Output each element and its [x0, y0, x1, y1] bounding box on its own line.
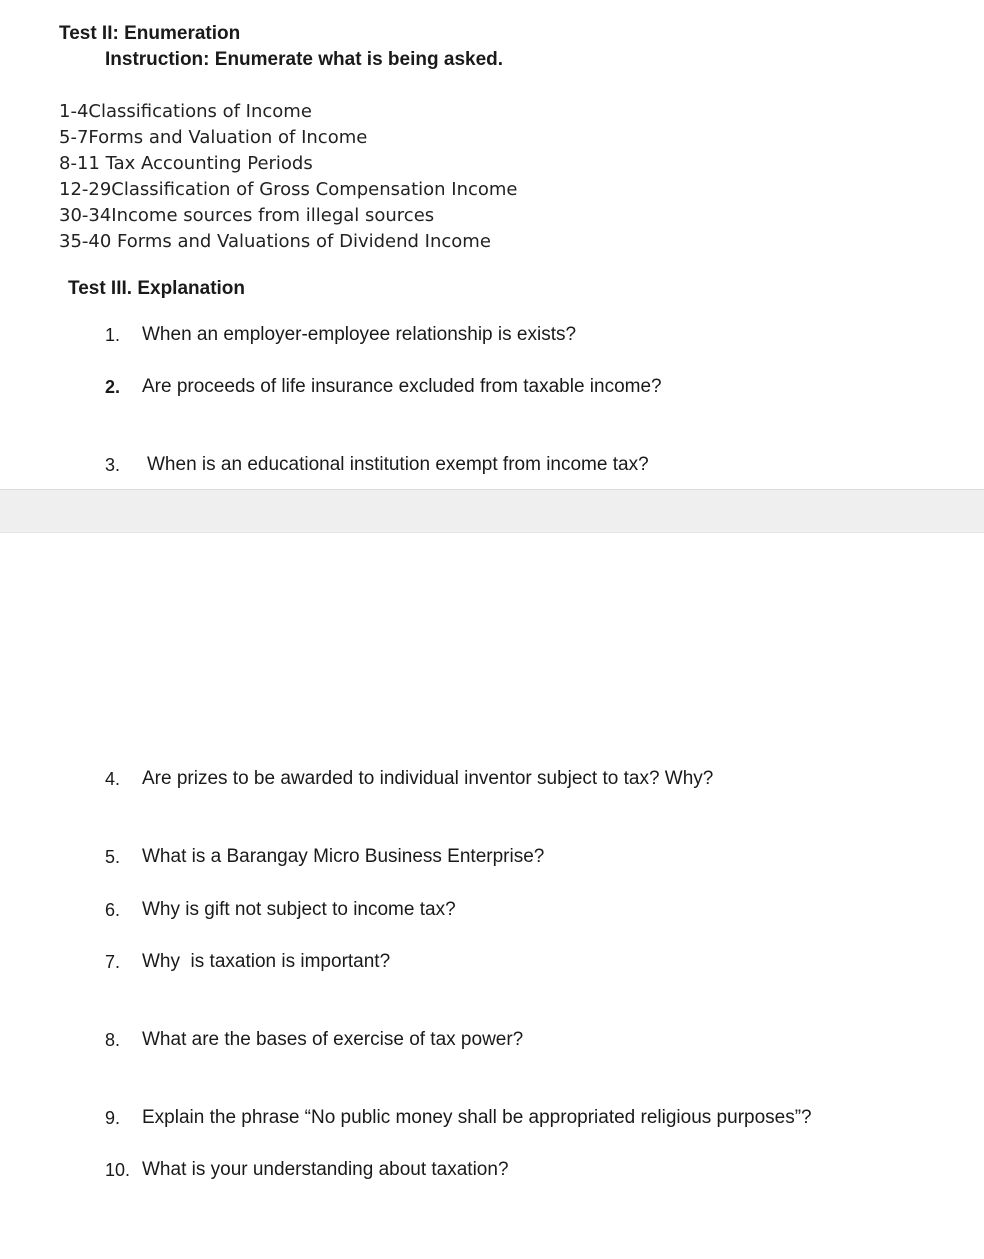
- question-number: 8.: [105, 1030, 121, 1050]
- enumeration-item: 1-4Classifications of Income: [59, 101, 312, 122]
- enumeration-item: 12-29Classification of Gross Compensation Income: [59, 179, 518, 200]
- question-number: 10.: [105, 1160, 131, 1180]
- enumeration-item: 8-11 Tax Accounting Periods: [59, 153, 313, 174]
- test3-title: Test III. Explanation: [68, 278, 246, 299]
- question-text: When is an educational institution exempt from income tax?: [147, 454, 649, 475]
- question-number: 3.: [105, 455, 121, 475]
- enumeration-item: 30-34Income sources from illegal sources: [59, 205, 435, 226]
- question-number: 1.: [105, 325, 121, 345]
- question-text: Why is gift not subject to income tax?: [142, 899, 456, 920]
- question-number: 2.: [105, 377, 121, 397]
- test2-title: Test II: Enumeration: [59, 23, 241, 44]
- question-number: 4.: [105, 769, 121, 789]
- question-text: Explain the phrase “No public money shall be appropriated religious purposes”?: [142, 1107, 812, 1128]
- question-number: 5.: [105, 847, 121, 867]
- question-number: 9.: [105, 1108, 121, 1128]
- enumeration-item: 35-40 Forms and Valuations of Dividend Income: [59, 231, 491, 252]
- enumeration-item: 5-7Forms and Valuation of Income: [59, 127, 368, 148]
- test2-instruction: Instruction: Enumerate what is being asked.: [105, 49, 504, 70]
- page-separator: [0, 489, 984, 533]
- question-number: 7.: [105, 952, 121, 972]
- question-number: 6.: [105, 900, 121, 920]
- question-text: Are proceeds of life insurance excluded from taxable income?: [142, 376, 662, 397]
- question-text: What is your understanding about taxation?: [142, 1159, 509, 1180]
- question-text: Why is taxation is important?: [142, 951, 391, 972]
- question-text: What are the bases of exercise of tax power?: [142, 1029, 524, 1050]
- question-text: What is a Barangay Micro Business Enterprise?: [142, 846, 545, 867]
- question-text: When an employer-employee relationship is exists?: [142, 324, 577, 345]
- question-text: Are prizes to be awarded to individual inventor subject to tax? Why?: [142, 768, 714, 789]
